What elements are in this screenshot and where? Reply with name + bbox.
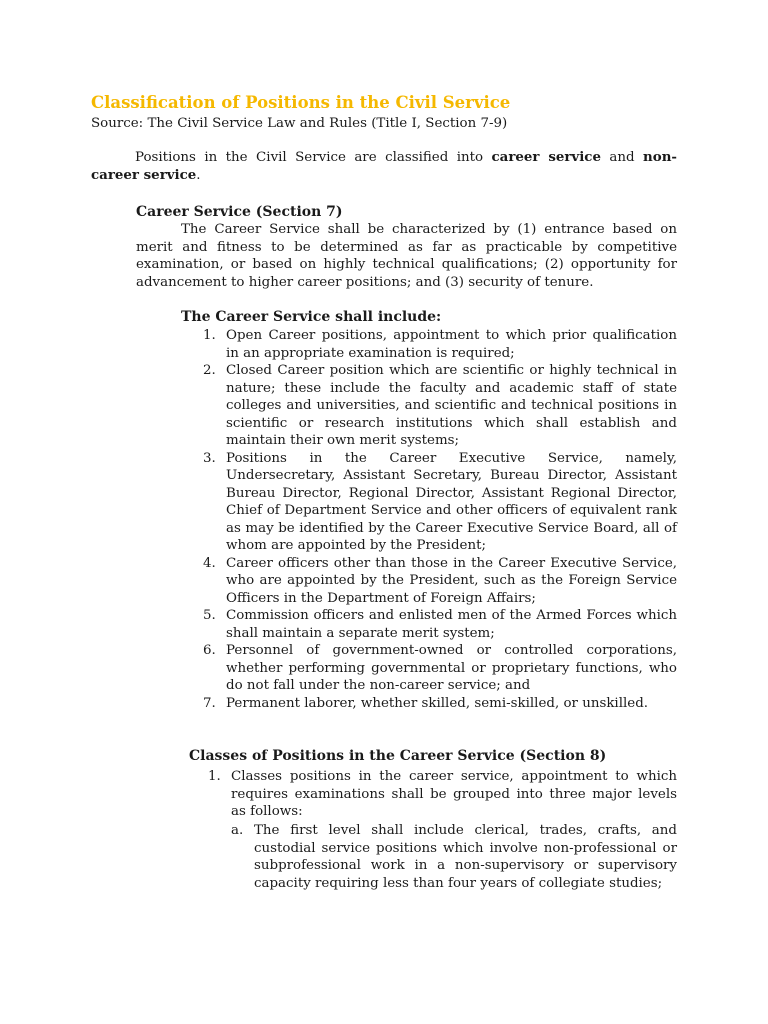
sub-item-letter: a.: [231, 823, 244, 838]
list-item-text: Positions in the Career Executive Service, namely, Undersecretary, Assistant Secretary, Bureau Director, Assistant Bureau Director, Regional Director, Assistant Regional Director, Chief of Department Service and other officers of equivalent rank as may be identified by the Career Executive Service Board, all of whom are appointed by the President;: [226, 450, 677, 553]
list-item-number: 2.: [203, 363, 216, 378]
list-item-text: Commission officers and enlisted men of the Armed Forces which shall maintain a separate merit system;: [226, 608, 677, 641]
list-item-number: 6.: [203, 643, 216, 658]
intro-paragraph: [91, 149, 677, 184]
intro-text: Positions in the Civil Service are classified into: [135, 150, 492, 165]
list-item-text: Open Career positions, appointment to which prior qualification in an appropriate examination is required;: [226, 328, 677, 361]
list-item: [181, 327, 677, 362]
career-service-term: career service: [491, 149, 601, 165]
career-service-include-heading: The Career Service shall include:: [181, 309, 442, 325]
non-career-service-term: non-career service: [91, 149, 677, 183]
list-item-number: 1.: [203, 328, 216, 343]
list-item-number: 3.: [203, 450, 216, 466]
list-item: [181, 450, 677, 555]
classes-of-positions-heading: Classes of Positions in the Career Service (Section 8): [189, 748, 607, 764]
list-item: [181, 695, 677, 713]
classes-list-item: [208, 768, 677, 821]
list-item-number: 1.: [208, 769, 221, 784]
list-item-text: Closed Career position which are scientific or highly technical in nature; these include the faculty and academic staff of state colleges and universities, and scientific and technical positions in scientific or research institutions which shall establish and maintain their own merit systems;: [226, 363, 677, 448]
source-line: Source: The Civil Service Law and Rules (Title I, Section 7-9): [91, 116, 508, 131]
document-title: Classification of Positions in the Civil Service: [91, 93, 511, 112]
list-item-text: Personnel of government-owned or controlled corporations, whether performing governmental or proprietary functions, who do not fall under the non-career service; and: [226, 643, 677, 693]
list-item-text: Career officers other than those in the Career Executive Service, who are appointed by the President, such as the Foreign Service Officers in the Department of Foreign Affairs;: [226, 555, 677, 606]
career-service-heading: Career Service (Section 7): [136, 204, 343, 220]
list-item-number: 7.: [203, 695, 216, 711]
classes-sub-item: [231, 822, 677, 892]
list-item-number: 5.: [203, 608, 216, 623]
career-service-paragraph: The Career Service shall be characterized by (1) entrance based on merit and fitness to be determined as far as practicable by competitive examination, or based on highly technical qualifications; (2) opportunity for advancement to higher career positions; and (3) security of tenure.: [136, 222, 677, 290]
list-item-text: Classes positions in the career service, appointment to which requires examinations shall be grouped into three major levels as follows:: [231, 769, 677, 819]
list-item-number: 4.: [203, 555, 216, 571]
intro-end: .: [196, 167, 201, 183]
intro-and: and: [600, 150, 644, 165]
list-item-text: Permanent laborer, whether skilled, semi-skilled, or unskilled.: [226, 695, 649, 711]
sub-item-text: The first level shall include clerical, trades, crafts, and custodial service positions which involve non-professional or subprofessional work in a non-supervisory or supervisory capacity requiring less than four years of collegiate studies;: [254, 823, 677, 891]
list-item: [181, 555, 677, 608]
list-item: [181, 362, 677, 450]
career-service-include-list: [181, 327, 677, 712]
list-item: [181, 642, 677, 695]
list-item: [181, 607, 677, 642]
